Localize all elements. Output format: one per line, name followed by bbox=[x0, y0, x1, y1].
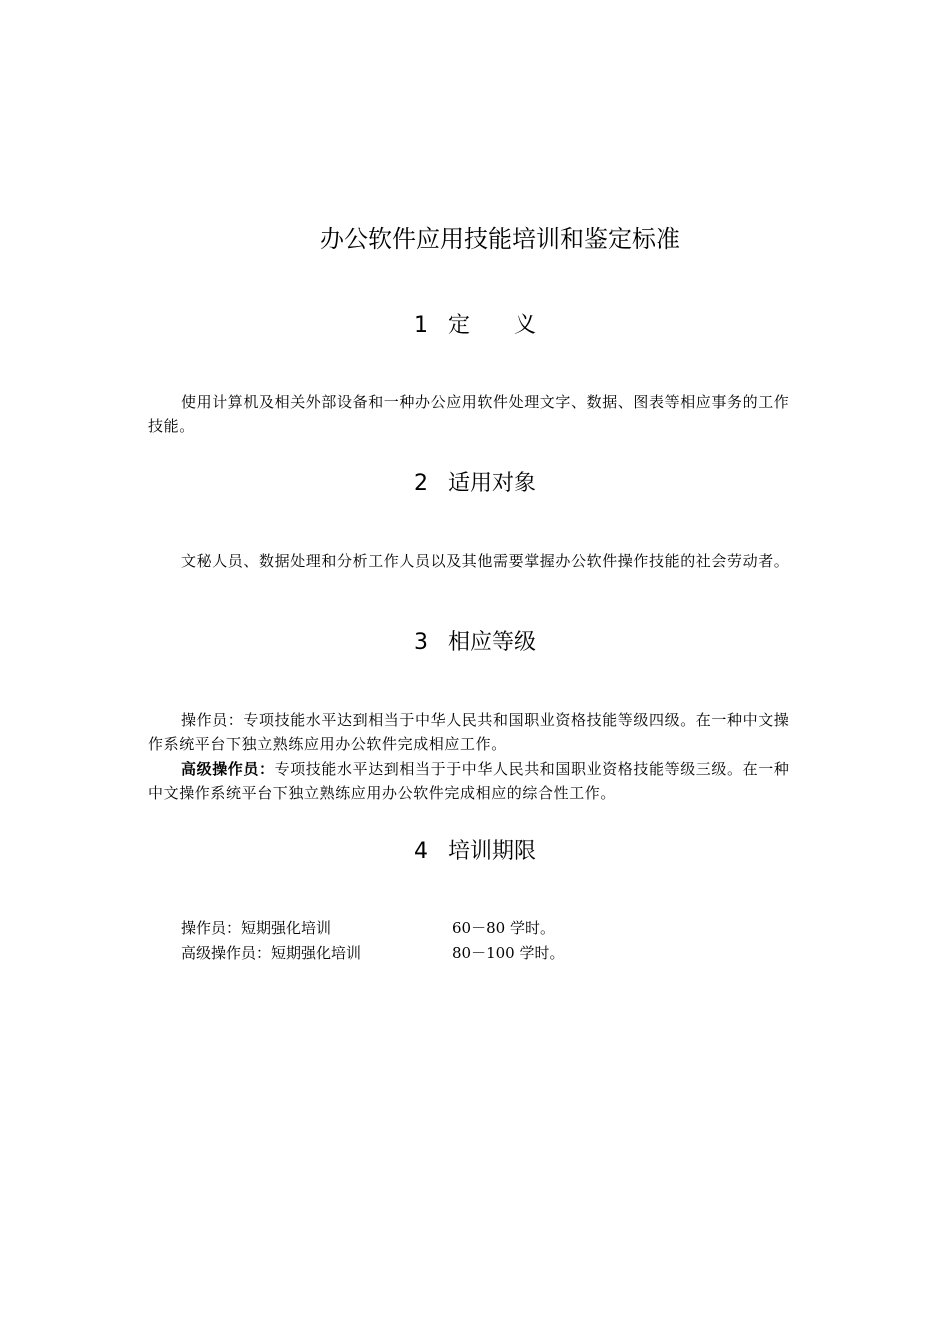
section-title: 定义 bbox=[447, 313, 580, 338]
section-number: 2 bbox=[413, 471, 428, 496]
level-text: 专项技能水平达到相当于于中华人民共和国职业资格技能等级三级。在一种中文操作系统平台下独立熟练应用办公软件完成相应的综合性工作。 bbox=[148, 760, 790, 802]
training-hours: 80－100 学时。 bbox=[452, 944, 565, 962]
training-label: 高级操作员：短期强化培训 bbox=[181, 944, 362, 962]
section-heading-training-period bbox=[0, 836, 950, 868]
training-hours: 60－80 学时。 bbox=[452, 919, 555, 937]
training-label: 操作员：短期强化培训 bbox=[181, 919, 332, 937]
section-heading-definition bbox=[0, 310, 950, 342]
definition-paragraph: 使用计算机及相关外部设备和一种办公应用软件处理文字、数据、图表等相应事务的工作技能。 bbox=[148, 393, 790, 435]
section-title: 培训期限 bbox=[447, 839, 536, 864]
training-row-operator bbox=[181, 916, 555, 940]
level-text: 专项技能水平达到相当于中华人民共和国职业资格技能等级四级。在一种中文操作系统平台下独立熟练应用办公软件完成相应工作。 bbox=[148, 711, 790, 753]
training-row-senior-operator bbox=[181, 941, 565, 965]
section-heading-levels bbox=[0, 627, 950, 659]
section-number: 4 bbox=[413, 839, 428, 864]
level-label: 高级操作员： bbox=[181, 760, 275, 778]
section-number: 1 bbox=[413, 313, 428, 338]
section-heading-target-audience bbox=[0, 468, 950, 500]
section-title: 适用对象 bbox=[447, 471, 536, 496]
section-title: 相应等级 bbox=[447, 630, 536, 655]
level-paragraph-operator bbox=[148, 708, 804, 756]
section-number: 3 bbox=[413, 630, 428, 655]
target-audience-paragraph: 文秘人员、数据处理和分析工作人员以及其他需要掌握办公软件操作技能的社会劳动者。 bbox=[181, 552, 790, 570]
level-paragraph-senior-operator bbox=[148, 757, 804, 805]
level-label: 操作员： bbox=[181, 711, 244, 729]
document-title: 办公软件应用技能培训和鉴定标准 bbox=[320, 225, 680, 253]
